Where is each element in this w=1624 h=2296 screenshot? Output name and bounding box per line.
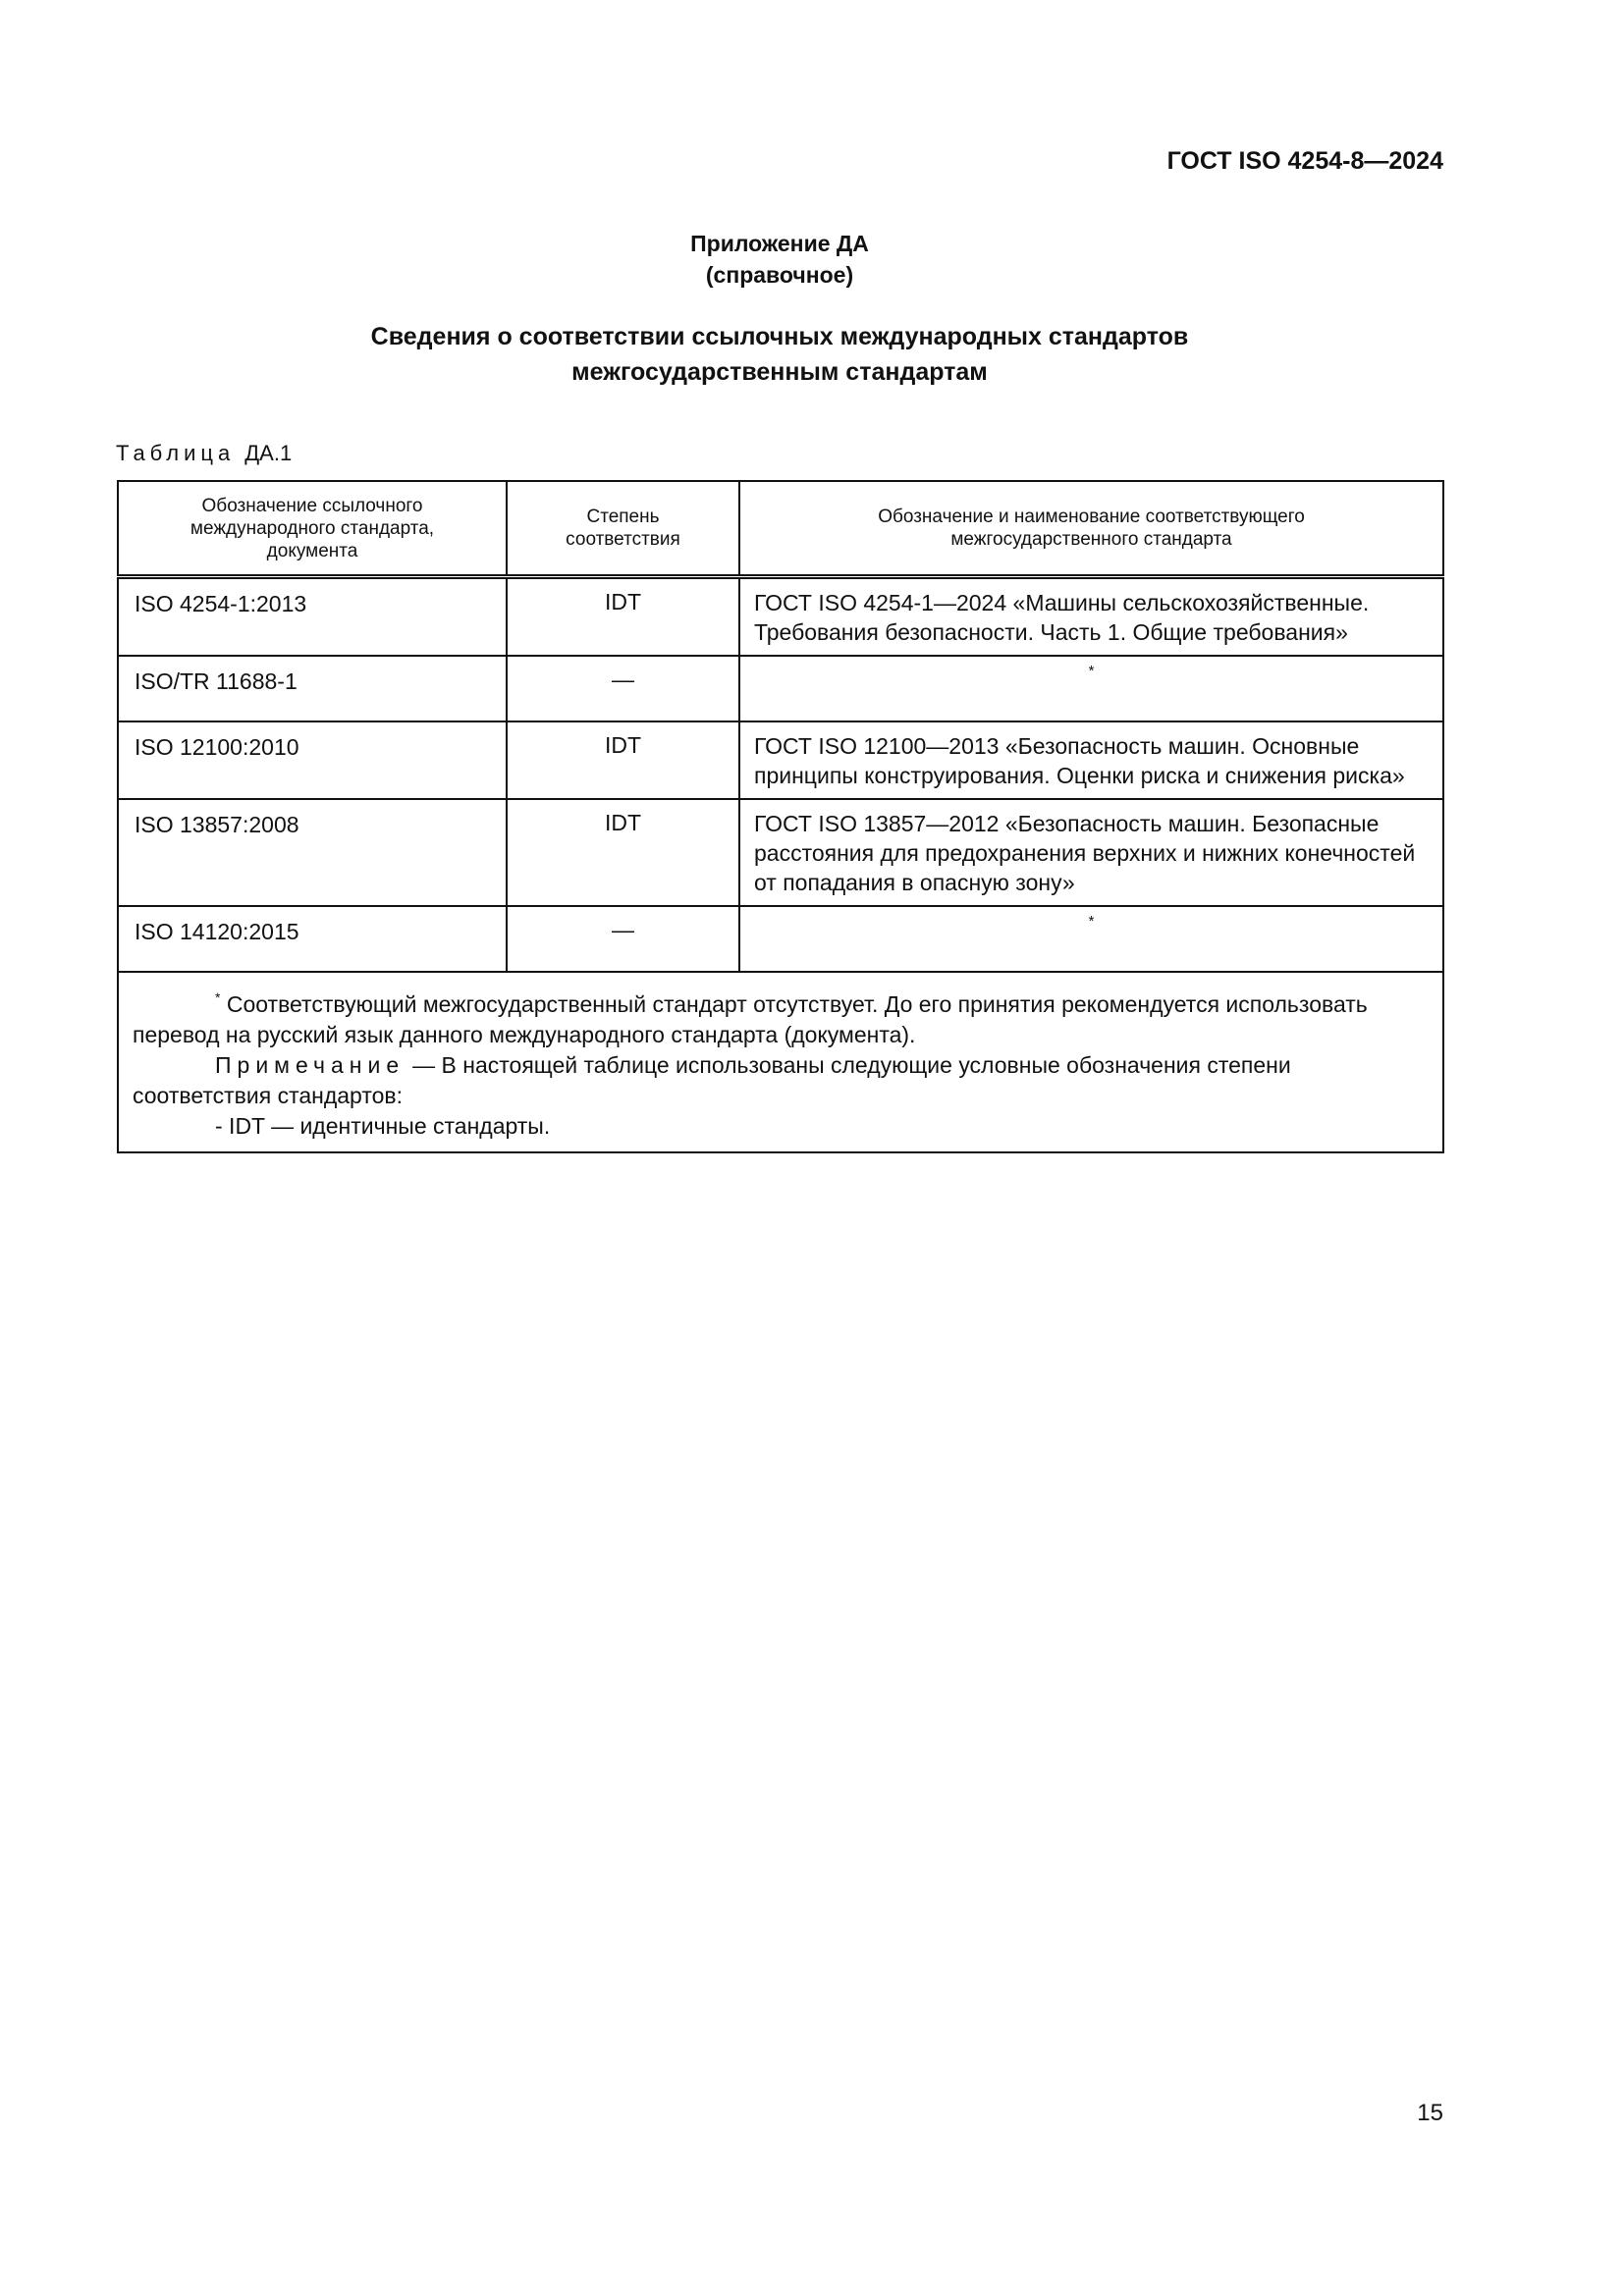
table-row	[118, 577, 1443, 657]
table-row	[118, 656, 1443, 721]
cell-reference: ISO 14120:2015	[118, 906, 507, 972]
note-paragraph	[133, 1050, 1429, 1111]
cell-gost: ГОСТ ISO 12100—2013 «Безопасность машин. Основные принципы конструирования. Оценки риска и снижения риска»	[739, 721, 1443, 799]
section-title	[0, 319, 1624, 390]
cell-degree: IDT	[507, 721, 739, 799]
cell-reference: ISO 13857:2008	[118, 799, 507, 906]
appendix-heading	[0, 228, 1624, 291]
correspondence-table	[117, 480, 1444, 1153]
appendix-type: (справочное)	[705, 262, 854, 288]
document-code: ГОСТ ISO 4254-8—2024	[1166, 147, 1443, 175]
table-row	[118, 799, 1443, 906]
cell-degree: IDT	[507, 799, 739, 906]
header-gost-standard: Обозначение и наименование соответствующего межгосударственного стандарта	[739, 481, 1443, 577]
page-number: 15	[1417, 2100, 1443, 2126]
table-footnote-row	[118, 972, 1443, 1152]
table-caption-word: Таблица	[116, 441, 236, 465]
section-title-line-1: Сведения о соответствии ссылочных международных стандартов	[370, 323, 1189, 350]
table-caption	[116, 441, 292, 466]
cell-degree: IDT	[507, 577, 739, 657]
table-row	[118, 906, 1443, 972]
cell-gost: *	[739, 656, 1443, 721]
cell-gost: *	[739, 906, 1443, 972]
table-header-row	[118, 481, 1443, 577]
cell-reference: ISO/TR 11688-1	[118, 656, 507, 721]
footnote-paragraph	[133, 983, 1429, 1050]
table-row	[118, 721, 1443, 799]
idt-definition: - IDT — идентичные стандарты.	[215, 1113, 551, 1139]
table-footnote	[118, 972, 1443, 1152]
cell-reference: ISO 12100:2010	[118, 721, 507, 799]
section-title-line-2: межгосударственным стандартам	[571, 358, 988, 386]
cell-degree: —	[507, 656, 739, 721]
footnote-text: Соответствующий межгосударственный стандарт отсутствует. До его принятия рекомендуется использовать перевод на русский язык данного международного стандарта (документа).	[133, 991, 1368, 1047]
cell-degree: —	[507, 906, 739, 972]
table-caption-number: ДА.1	[244, 441, 293, 465]
appendix-label: Приложение ДА	[690, 231, 869, 256]
header-degree: Степень соответствия	[507, 481, 739, 577]
footnote-marker: *	[215, 989, 221, 1005]
cell-gost: ГОСТ ISO 13857—2012 «Безопасность машин. Безопасные расстояния для предохранения верхних и нижних конечностей от попадания в опасную зону»	[739, 799, 1443, 906]
header-reference-standard: Обозначение ссылочного международного стандарта, документа	[118, 481, 507, 577]
note-text: — В настоящей таблице использованы следующие условные обозначения степени соответствия стандартов:	[133, 1052, 1291, 1108]
note-label: Примечание	[215, 1052, 406, 1078]
cell-gost: ГОСТ ISO 4254-1—2024 «Машины сельскохозяйственные. Требования безопасности. Часть 1. Общие требования»	[739, 577, 1443, 657]
cell-reference: ISO 4254-1:2013	[118, 577, 507, 657]
